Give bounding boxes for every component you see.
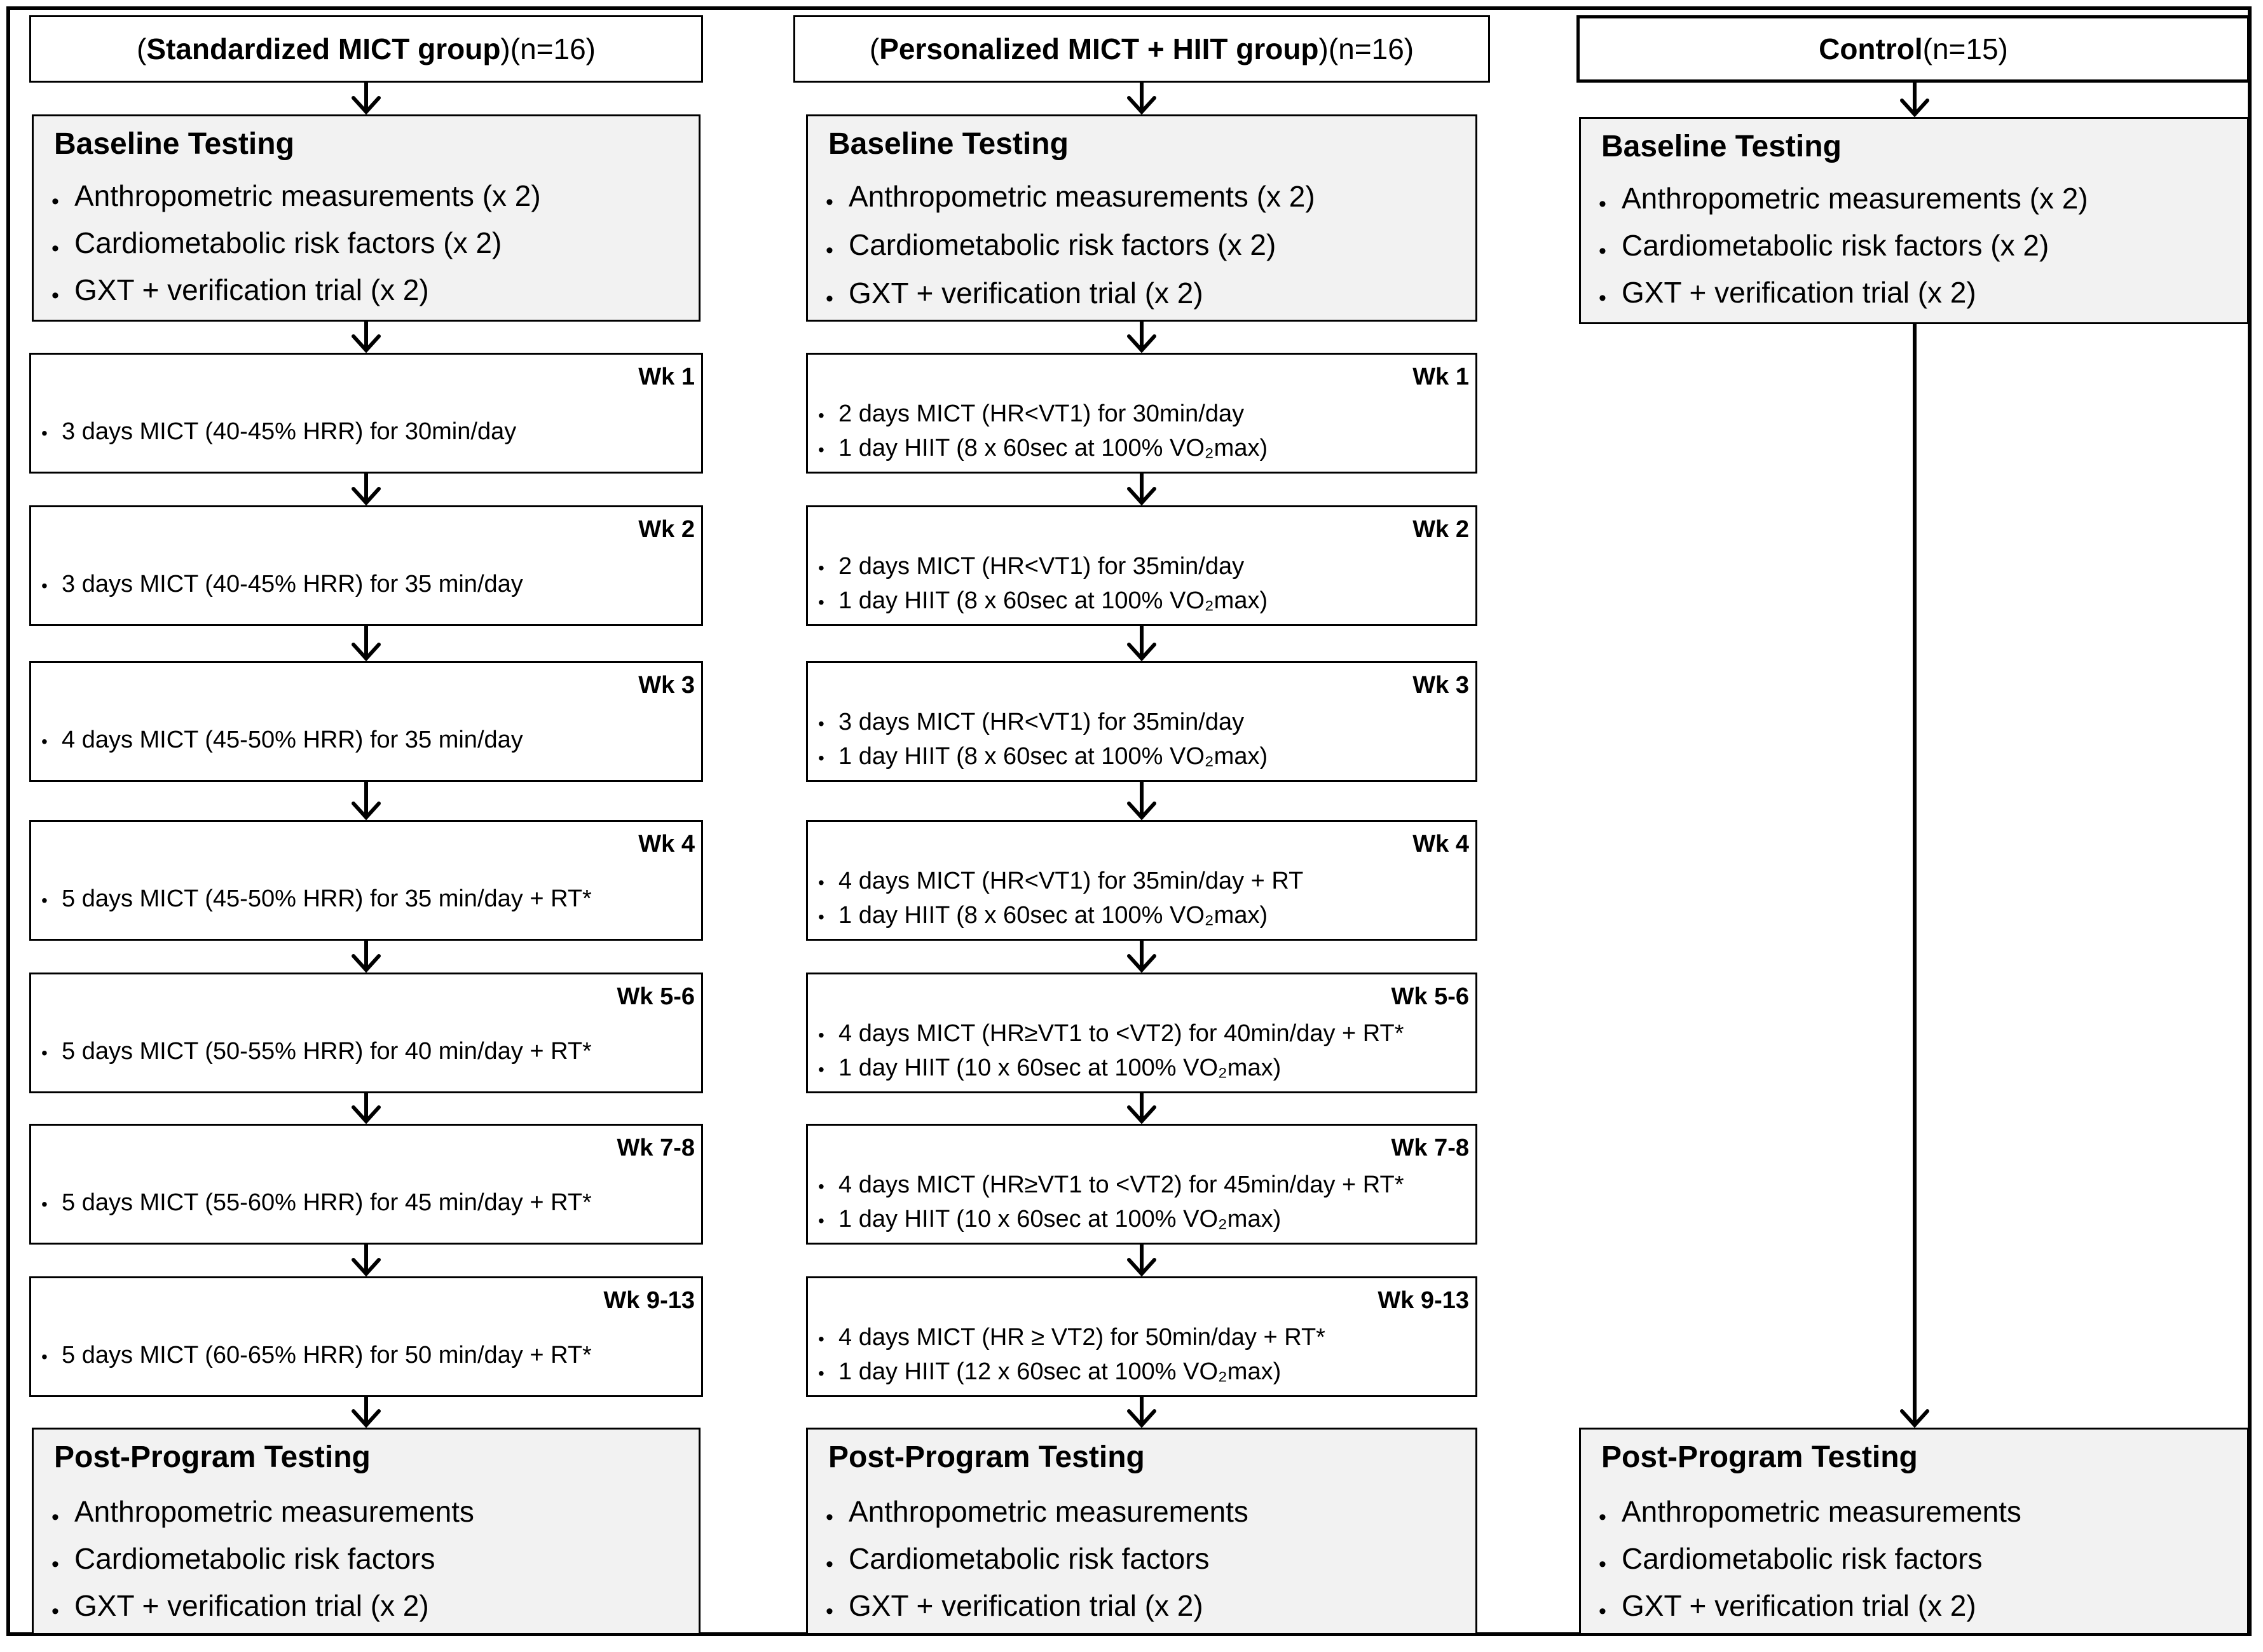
header-name: Control [1819, 32, 1923, 65]
week-line: • 4 days MICT (HR ≥ VT2) for 50min/day + RT* [817, 1324, 1325, 1351]
week-line: • 3 days MICT (40-45% HRR) for 35 min/day [40, 571, 523, 598]
header-name: Personalized MICT + HIIT group [879, 32, 1319, 65]
week-label: Wk 9-13 [1378, 1287, 1469, 1314]
baseline-item: • Anthropometric measurements (x 2) [1599, 175, 2088, 222]
week-line: • 1 day HIIT (8 x 60sec at 100% VO₂max) [817, 743, 1268, 770]
arrow-down-icon [1129, 1245, 1154, 1274]
week-label: Wk 1 [1412, 364, 1469, 390]
baseline-item: • GXT + verification trial (x 2) [1599, 269, 2088, 316]
week-label: Wk 4 [1412, 831, 1469, 857]
week-line: • 5 days MICT (60-65% HRR) for 50 min/day + RT* [40, 1342, 592, 1369]
week-line: • 5 days MICT (55-60% HRR) for 45 min/day + RT* [40, 1189, 592, 1217]
arrow-down-icon [353, 1245, 379, 1274]
week-line: • 5 days MICT (50-55% HRR) for 40 min/day + RT* [40, 1038, 592, 1065]
header-post: ) [500, 32, 510, 65]
header-n: (n=16) [510, 32, 596, 65]
week-line: • 1 day HIIT (8 x 60sec at 100% VO₂max) [817, 902, 1268, 929]
week-label: Wk 2 [1412, 516, 1469, 543]
arrow-down-icon [353, 941, 379, 970]
week-label: Wk 1 [638, 364, 695, 390]
baseline-title: Baseline Testing [54, 127, 294, 161]
arrow-down-icon [353, 322, 379, 350]
arrow-down-icon [353, 474, 379, 503]
week-label: Wk 3 [1412, 672, 1469, 699]
week-label: Wk 4 [638, 831, 695, 857]
week-line: • 1 day HIIT (12 x 60sec at 100% VO₂max) [817, 1358, 1281, 1386]
week-label: Wk 9-13 [603, 1287, 695, 1314]
arrow-down-icon [1902, 83, 1927, 114]
week-line: • 4 days MICT (HR≥VT1 to <VT2) for 40min/day + RT* [817, 1020, 1404, 1048]
header-pre: ( [136, 32, 147, 65]
week-line: • 1 day HIIT (8 x 60sec at 100% VO₂max) [817, 435, 1268, 462]
post-item: • Anthropometric measurements [51, 1488, 474, 1535]
arrow-down-icon [353, 83, 379, 112]
post-item: • Anthropometric measurements [826, 1488, 1248, 1535]
arrow-down-icon [1129, 1093, 1154, 1121]
arrow-down-icon [1129, 626, 1154, 659]
post-title: Post-Program Testing [54, 1440, 371, 1474]
week-line: • 4 days MICT (HR≥VT1 to <VT2) for 45min/day + RT* [817, 1171, 1404, 1199]
post-item: • Cardiometabolic risk factors [51, 1535, 474, 1582]
baseline-item: • Anthropometric measurements (x 2) [51, 172, 541, 219]
week-label: Wk 3 [638, 672, 695, 699]
post-title: Post-Program Testing [828, 1440, 1145, 1474]
baseline-item: • Anthropometric measurements (x 2) [826, 172, 1315, 221]
baseline-item: • Cardiometabolic risk factors (x 2) [826, 221, 1315, 269]
post-title: Post-Program Testing [1601, 1440, 1918, 1474]
arrow-down-icon [1129, 322, 1154, 350]
week-line: • 2 days MICT (HR<VT1) for 30min/day [817, 400, 1244, 428]
arrow-down-icon [1129, 941, 1154, 970]
arrow-down-icon [353, 626, 379, 659]
post-item: • Anthropometric measurements [1599, 1488, 2021, 1535]
arrow-down-icon [1129, 1397, 1154, 1425]
week-label: Wk 5-6 [617, 983, 695, 1010]
post-item: • GXT + verification trial (x 2) [826, 1582, 1248, 1629]
header-post: ) [1318, 32, 1329, 65]
arrow-down-icon [1129, 83, 1154, 112]
week-label: Wk 7-8 [617, 1135, 695, 1161]
week-label: Wk 5-6 [1391, 983, 1469, 1010]
week-label: Wk 2 [638, 516, 695, 543]
week-line: • 3 days MICT (HR<VT1) for 35min/day [817, 709, 1244, 736]
week-line: • 5 days MICT (45-50% HRR) for 35 min/day + RT* [40, 885, 592, 913]
arrow-down-icon [353, 1093, 379, 1121]
header-pre: ( [869, 32, 880, 65]
baseline-title: Baseline Testing [1601, 130, 1842, 163]
baseline-item: • GXT + verification trial (x 2) [826, 269, 1315, 317]
baseline-title: Baseline Testing [828, 127, 1069, 161]
post-item: • GXT + verification trial (x 2) [51, 1582, 474, 1629]
arrow-down-icon [1129, 782, 1154, 817]
post-item: • Cardiometabolic risk factors [1599, 1535, 2021, 1582]
week-line: • 3 days MICT (40-45% HRR) for 30min/day [40, 418, 516, 446]
baseline-item: • Cardiometabolic risk factors (x 2) [51, 219, 541, 266]
long-arrow-down-icon [1902, 324, 1927, 1425]
baseline-item: • GXT + verification trial (x 2) [51, 266, 541, 313]
arrow-down-icon [353, 1397, 379, 1425]
week-label: Wk 7-8 [1391, 1135, 1469, 1161]
arrow-down-icon [1129, 474, 1154, 503]
header-n: (n=16) [1328, 32, 1414, 65]
arrow-down-icon [353, 782, 379, 817]
post-item: • Cardiometabolic risk factors [826, 1535, 1248, 1582]
week-line: • 1 day HIIT (8 x 60sec at 100% VO₂max) [817, 587, 1268, 615]
post-item: • GXT + verification trial (x 2) [1599, 1582, 2021, 1629]
header-n: (n=15) [1922, 32, 2008, 65]
week-line: • 1 day HIIT (10 x 60sec at 100% VO₂max) [817, 1206, 1281, 1233]
header-name: Standardized MICT group [146, 32, 501, 65]
week-line: • 1 day HIIT (10 x 60sec at 100% VO₂max) [817, 1055, 1281, 1082]
week-line: • 4 days MICT (45-50% HRR) for 35 min/day [40, 727, 523, 754]
week-line: • 4 days MICT (HR<VT1) for 35min/day + RT [817, 868, 1303, 895]
baseline-item: • Cardiometabolic risk factors (x 2) [1599, 222, 2088, 269]
week-line: • 2 days MICT (HR<VT1) for 35min/day [817, 553, 1244, 580]
